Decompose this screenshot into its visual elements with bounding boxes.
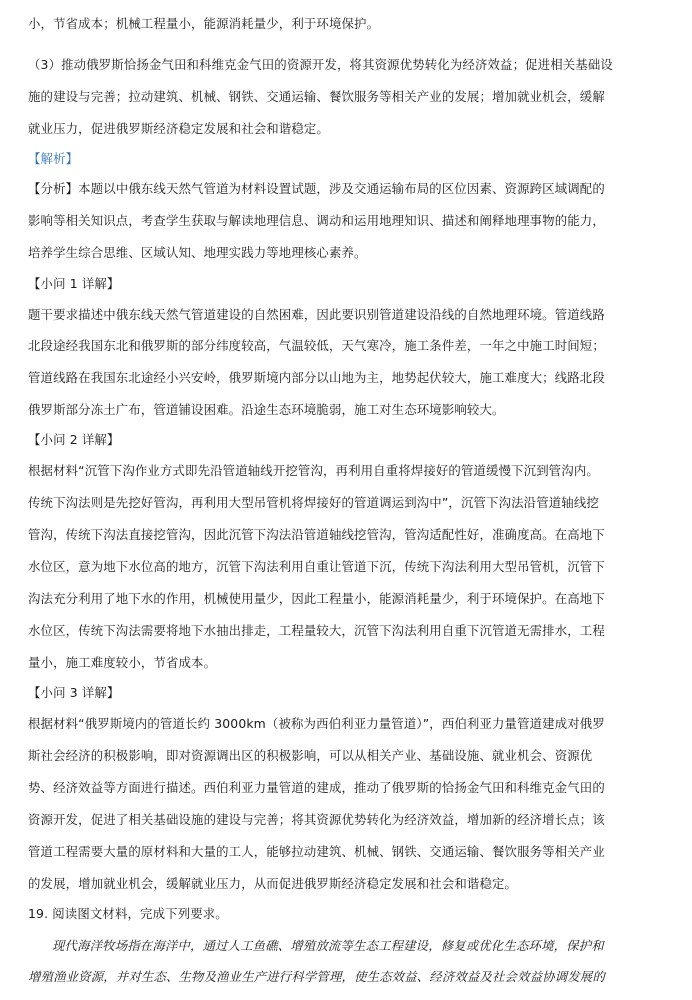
text-line: 势、经济效益等方面进行描述。西伯利亚力量管道的建成，推动了俄罗斯的恰扬金气田和科维克金气田的	[28, 780, 605, 795]
text-line: 管道线路在我国东北途经小兴安岭，俄罗斯境内部分以山地为主，地势起伏较大，施工难度大；线路北段	[28, 370, 605, 385]
text-line: 的发展，增加就业机会，缓解就业压力，从而促进俄罗斯经济稳定发展和社会和谐稳定。	[28, 876, 518, 891]
section-heading-analysis: 【解析】	[28, 151, 79, 166]
subheading: 【小问 1 详解】	[28, 276, 120, 291]
text-line: 量小，施工难度较小，节省成本。	[28, 655, 217, 670]
text-line: 根据材料“俄罗斯境内的管道长约 3000km（被称为西伯利亚力量管道）”，西伯利亚力量管道建成对俄罗	[28, 716, 605, 731]
subheading: 【小问 3 详解】	[28, 685, 120, 700]
text-line: 【分析】本题以中俄东线天然气管道为材料设置试题，涉及交通运输布局的区位因素、资源跨区域调配的	[28, 181, 605, 196]
text-line: 沟法充分利用了地下水的作用，机械使用量少，因此工程量小，能源消耗量少，利于环境保护。在高地下	[28, 591, 605, 606]
question-title: 19. 阅读图文材料，完成下列要求。	[28, 906, 228, 921]
text-line: 资源开发，促进了相关基础设施的建设与完善；将其资源优势转化为经济效益，增加新的经济增长点；该	[28, 812, 605, 827]
text-line: 培养学生综合思维、区域认知、地理实践力等地理核心素养。	[28, 245, 367, 260]
text-line: 水位区，传统下沟法需要将地下水抽出排走，工程量较大，沉管下沟法利用自重下沉管道无需排水，工程	[28, 623, 605, 638]
text-line: 根据材料“沉管下沟作业方式即先沿管道轴线开挖管沟，再利用自重将焊接好的管道缓慢下沉到管沟内。	[28, 463, 599, 478]
text-line: （3）推动俄罗斯恰扬金气田和科维克金气田的资源开发，将其资源优势转化为经济效益；促进相关基础设	[28, 57, 613, 72]
text-line: 管沟，传统下沟法直接挖管沟，因此沉管下沟法沿管道轴线挖管沟，管沟适配性好，准确度高。在高地下	[28, 527, 605, 542]
text-line: 传统下沟法则是先挖好管沟，再利用大型吊管机将焊接好的管道调运到沟中”，沉管下沟法沿管道轴线挖	[28, 495, 599, 510]
subheading: 【小问 2 详解】	[28, 432, 120, 447]
text-line: 施的建设与完善；拉动建筑、机械、钢铁、交通运输、餐饮服务等相关产业的发展；增加就业机会，缓解	[28, 89, 605, 104]
text-line: 题干要求描述中俄东线天然气管道建设的自然困难，因此要识别管道建设沿线的自然地理环境。管道线路	[28, 307, 605, 322]
text-line: 小，节省成本；机械工程量小，能源消耗量少，利于环境保护。	[28, 16, 380, 31]
text-line: 北段途经我国东北和俄罗斯的部分纬度较高，气温较低，天气寒冷，施工条件差，一年之中施工时间短；	[28, 338, 605, 353]
text-line: 现代海洋牧场指在海洋中，通过人工鱼礁、增殖放流等生态工程建设，修复或优化生态环境，保护和	[52, 938, 604, 953]
text-line: 俄罗斯部分冻土广布，管道铺设困难。沿途生态环境脆弱，施工对生态环境影响较大。	[28, 402, 505, 417]
text-line: 就业压力，促进俄罗斯经济稳定发展和社会和谐稳定。	[28, 121, 329, 136]
text-line: 影响等相关知识点，考查学生获取与解读地理信息、调动和运用地理知识、描述和阐释地理事物的能力，	[28, 213, 605, 228]
text-line: 管道工程需要大量的原材料和大量的工人，能够拉动建筑、机械、钢铁、交通运输、餐饮服务等相关产业	[28, 844, 605, 859]
text-line: 水位区，意为地下水位高的地方，沉管下沟法利用自重让管道下沉，传统下沟法利用大型吊管机，沉管下	[28, 559, 605, 574]
text-line: 斯社会经济的积极影响，即对资源调出区的积极影响，可以从相关产业、基础设施、就业机会、资源优	[28, 748, 593, 763]
text-line: 增殖渔业资源，并对生态、生物及渔业生产进行科学管理，使生态效益、经济效益及社会效益协调发展的	[28, 969, 605, 984]
